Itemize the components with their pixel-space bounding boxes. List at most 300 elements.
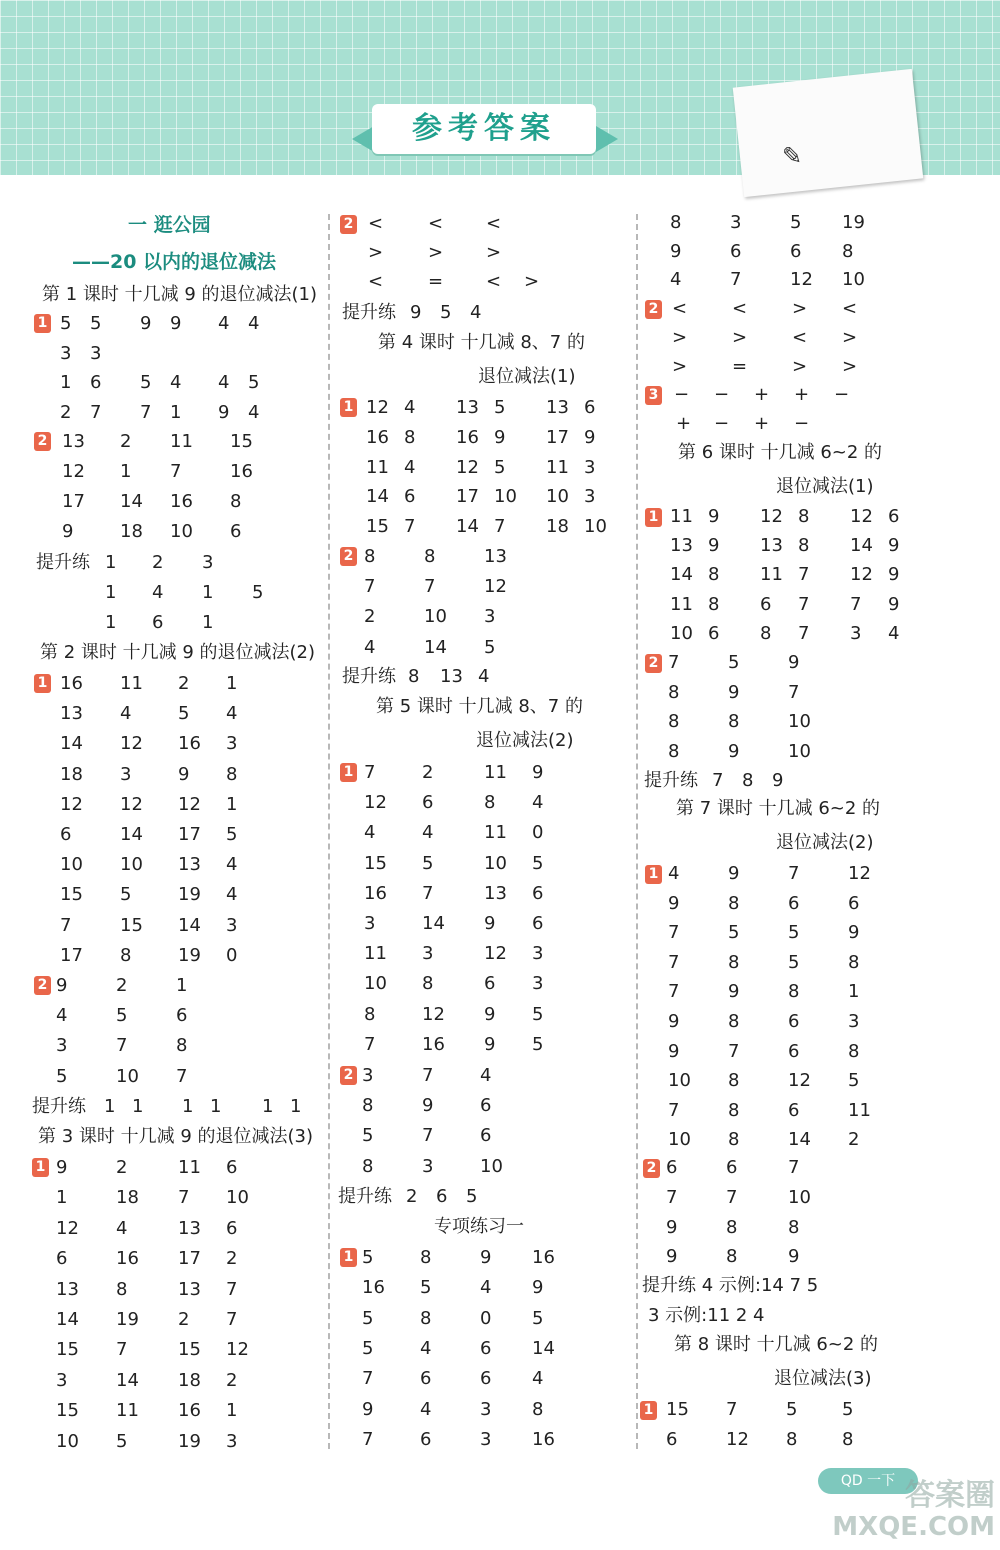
answer-value: 8 [362,1155,374,1177]
question-number-badge: 1 [32,1158,49,1177]
answer-value: 16 [366,426,389,448]
answer-value: 3 [422,1155,434,1177]
question-number-badge: 3 [645,386,662,405]
answer-value: 8 [422,973,434,995]
answer-value: 10 [60,854,83,876]
answer-value: 5 [178,703,190,725]
answer-value: 7 [798,564,810,586]
answer-value: 8 [728,1099,740,1121]
answer-value: 14 [422,913,445,934]
answer-value: 17 [456,486,479,508]
answer-value: 1 [56,1187,68,1209]
answer-value: 3 [60,343,72,364]
answer-value: 8 [848,951,860,973]
answer-value: 2 [364,606,376,628]
answer-value: 9 [480,1247,492,1268]
practice-label: 提升练 [342,666,396,687]
answer-value: 11 [484,762,507,783]
lesson-title: 第 5 课时 十几减 8、7 的 [376,696,583,717]
lesson-title: 第 8 课时 十几减 6~2 的 [674,1334,879,1355]
practice-answer-line: 提升练 4 示例:14 7 5 [642,1275,819,1296]
answer-value: 7 [90,402,102,423]
answer-value: 1 [60,372,72,393]
answer-value: 17 [178,1248,201,1270]
answer-value: 6 [230,521,242,542]
answer-value: 6 [760,593,772,615]
comparison-symbol: > [842,356,858,377]
answer-value: 6 [404,486,416,508]
question-number-badge: 1 [340,1248,357,1267]
answer-value: 9 [410,302,422,323]
answer-value: 8 [668,711,680,733]
answer-value: 12 [364,792,387,814]
question-number-badge: 1 [34,674,51,693]
answer-value: 7 [668,981,680,1003]
answer-value: 4 [170,372,182,393]
answer-value: 1 [226,673,238,694]
answer-value: 14 [670,564,693,586]
comparison-symbol: > [524,271,540,292]
answer-value: 6 [788,1099,800,1121]
comparison-symbol: = [732,356,748,377]
answer-value: 5 [116,1005,128,1027]
answer-value: 6 [422,792,434,814]
lesson-title-cont: 退位减法(2) [476,730,574,751]
answer-value: 3 [56,1369,68,1391]
answer-value: 11 [546,456,569,478]
answer-value: 0 [532,822,544,844]
answer-value: 3 [226,733,238,755]
answer-value: 4 [470,302,482,323]
answer-value: 2 [422,762,434,783]
answer-value: 12 [760,506,783,527]
answer-value: 6 [708,622,720,644]
answer-value: 4 [248,402,260,423]
sign-symbol: − [834,384,850,405]
answer-value: 8 [788,1216,800,1238]
answer-value: 8 [226,763,238,785]
answer-value: 8 [726,1246,738,1268]
comparison-symbol: > [486,242,502,263]
answer-value: 5 [532,1307,544,1329]
answer-value: 12 [850,506,873,527]
answer-value: 1 [176,975,188,996]
answer-value: 5 [788,922,800,944]
answer-value: 5 [790,212,802,233]
answer-value: 1 [120,461,132,482]
answer-value: 8 [116,1278,128,1300]
answer-value: 7 [422,1125,434,1147]
answer-value: 7 [668,652,680,673]
answer-value: 5 [788,951,800,973]
answer-value: 14 [850,535,873,557]
answer-value: 11 [670,506,693,527]
answer-value: 5 [422,852,434,874]
answer-value: 12 [456,456,479,478]
answer-value: 15 [56,1339,79,1361]
answer-value: 10 [484,852,507,874]
answer-value: 7 [176,1065,188,1087]
unit-subtitle: ——20 以内的退位减法 [72,251,277,273]
sign-symbol: − [714,413,730,434]
answer-value: 5 [60,313,72,334]
answer-value: 13 [178,1217,201,1239]
answer-value: 3 [480,1398,492,1420]
answer-value: 4 [364,636,376,658]
page-title-box [372,104,596,154]
answer-value: 12 [422,1003,445,1025]
answer-value: 12 [56,1217,79,1239]
answer-value: 6 [480,1125,492,1147]
question-number-badge: 2 [643,1159,660,1178]
answer-value: 3 [584,486,596,508]
answer-value: 3 [120,763,132,785]
lesson-title: 第 7 课时 十几减 6~2 的 [676,798,881,819]
answer-value: 16 [170,491,193,512]
answer-value: 12 [226,1339,249,1361]
answer-value: 12 [60,793,83,815]
answer-value: 9 [140,313,152,334]
answer-value: 3 [202,552,214,573]
answer-value: 5 [532,1033,544,1055]
answer-value: 4 [56,1005,68,1027]
comparison-symbol: > [792,356,808,377]
answer-value: 10 [494,486,517,508]
answer-value: 4 [120,703,132,725]
answer-value: 9 [56,1157,68,1178]
answer-value: 14 [120,824,143,845]
answer-value: 7 [798,593,810,615]
answer-value: 1 [104,1096,116,1117]
answer-value: 8 [848,1040,860,1062]
comparison-symbol: < [792,327,808,348]
answer-value: 8 [668,740,680,762]
answer-value: 9 [584,426,596,448]
comparison-symbol: = [428,271,444,292]
answer-value: 16 [230,461,253,482]
answer-value: 3 [730,212,742,233]
lesson-title: 第 1 课时 十几减 9 的退位减法(1) [42,284,318,305]
answer-value: 4 [226,703,238,725]
answer-value: 7 [728,1040,740,1062]
answer-value: 5 [362,1307,374,1329]
answer-value: 14 [60,733,83,755]
answer-value: 7 [798,622,810,644]
answer-value: 3 [480,1428,492,1450]
answer-value: 10 [424,606,447,628]
answer-value: 9 [728,863,740,884]
answer-value: 9 [218,402,230,423]
answer-value: 1 [105,612,117,633]
answer-value: 13 [60,703,83,725]
comparison-symbol: < [672,298,688,319]
question-number-badge: 2 [34,976,51,995]
answer-value: 16 [532,1247,555,1268]
answer-value: 4 [116,1217,128,1239]
answer-value: 8 [532,1398,544,1420]
answer-value: 13 [456,397,479,418]
answer-value: 9 [484,1033,496,1055]
answer-value: 7 [424,576,436,598]
answer-value: 17 [546,426,569,448]
answer-value: 2 [226,1369,238,1391]
comparison-symbol: < [732,298,748,319]
answer-value: 1 [262,1096,274,1117]
answer-value: 1 [210,1096,222,1117]
answer-value: 7 [226,1278,238,1300]
question-number-badge: 2 [645,300,662,319]
answer-value: 3 [850,622,862,644]
answer-value: 14 [178,914,201,936]
answer-value: 5 [226,824,238,845]
answer-value: 10 [788,740,811,762]
comparison-symbol: > [428,242,444,263]
question-number-badge: 1 [645,508,662,527]
unit-title: 一 逛公园 [128,214,211,236]
answer-value: 9 [666,1246,678,1268]
answer-value: 5 [140,372,152,393]
answer-value: 1 [182,1096,194,1117]
answer-value: 4 [218,372,230,393]
answer-value: 10 [584,516,607,538]
answer-value: 18 [60,763,83,785]
lesson-title: 第 6 课时 十几减 6~2 的 [678,442,883,463]
answer-value: 7 [170,461,182,482]
answer-value: 10 [226,1187,249,1209]
answer-value: 12 [788,1070,811,1092]
answer-value: 9 [772,770,784,791]
answer-value: 7 [362,1428,374,1450]
answer-value: 8 [760,622,772,644]
answer-value: 7 [364,1033,376,1055]
answer-value: 1 [202,582,214,603]
answer-value: 14 [456,516,479,538]
answer-value: 9 [728,981,740,1003]
lesson-title: 第 3 课时 十几减 9 的退位减法(3) [38,1126,314,1147]
answer-value: 0 [226,944,238,966]
answer-value: 7 [116,1035,128,1057]
comparison-symbol: > [732,327,748,348]
answer-value: 4 [422,822,434,844]
answer-value: 8 [404,426,416,448]
answer-value: 15 [60,884,83,906]
answer-value: 14 [788,1129,811,1151]
answer-value: 16 [116,1248,139,1270]
answer-value: 10 [120,854,143,876]
note-card-decoration [733,69,924,197]
answer-value: 18 [546,516,569,538]
answer-value: 8 [726,1216,738,1238]
answer-value: 8 [364,546,376,567]
answer-value: 16 [364,882,387,904]
answer-value: 8 [424,546,436,567]
answer-value: 5 [532,852,544,874]
bird-icon: ✎ [782,142,803,170]
answer-value: 4 [670,269,682,291]
comparison-symbol: > [672,327,688,348]
answer-value: 5 [728,652,740,673]
answer-value: 5 [362,1247,374,1268]
answer-value: 4 [364,822,376,844]
answer-value: 12 [850,564,873,586]
answer-value: 6 [532,882,544,904]
answer-value: 6 [226,1217,238,1239]
answer-value: 2 [178,1309,190,1330]
answer-value: 6 [436,1186,448,1207]
answer-value: 11 [120,673,143,694]
answer-value: 15 [56,1400,79,1422]
answer-value: 5 [90,313,102,334]
answer-value: 6 [726,1157,738,1178]
answer-value: 2 [116,975,128,996]
answer-value: 2 [60,402,72,423]
answer-value: 4 [480,1277,492,1299]
lesson-title-cont: 退位减法(3) [774,1368,872,1389]
answer-value: 8 [788,981,800,1003]
answer-value: 9 [848,922,860,944]
answer-value: 12 [790,269,813,291]
answer-value: 8 [728,711,740,733]
answer-value: 4 [478,666,490,687]
answer-value: 8 [670,212,682,233]
answer-value: 7 [668,951,680,973]
answer-value: 9 [532,762,544,783]
answer-value: 4 [888,622,900,644]
answer-value: 7 [60,914,72,936]
answer-value: 2 [116,1157,128,1178]
answer-value: 3 [364,913,376,934]
answer-value: 10 [788,711,811,733]
answer-value: 7 [404,516,416,538]
answer-value: 3 [584,456,596,478]
question-number-badge: 1 [645,865,662,884]
answer-value: 6 [788,1011,800,1032]
answer-value: 9 [728,740,740,762]
comparison-symbol: > [368,242,384,263]
answer-value: 7 [178,1187,190,1209]
answer-value: 10 [56,1430,79,1452]
answer-value: 6 [152,612,164,633]
answer-value: 15 [364,852,387,874]
answer-value: 11 [178,1157,201,1178]
answer-value: 3 [848,1011,860,1032]
lesson-title: 第 4 课时 十几减 8、7 的 [378,332,585,353]
answer-value: 7 [494,516,506,538]
answer-value: 5 [362,1337,374,1359]
answer-value: 9 [670,240,682,262]
answer-value: 9 [708,506,720,527]
answer-value: 8 [362,1095,374,1117]
answer-value: 5 [848,1070,860,1092]
column-divider-1 [328,214,330,1449]
answer-value: 8 [728,1011,740,1032]
answer-value: 12 [120,733,143,755]
answer-value: 11 [170,431,193,452]
answer-value: 4 [248,313,260,334]
answer-value: 7 [362,1368,374,1390]
answer-value: 9 [888,564,900,586]
answer-value: 10 [670,622,693,644]
answer-value: 7 [226,1309,238,1330]
answer-value: 15 [120,914,143,936]
answer-value: 9 [484,1003,496,1025]
answer-value: 9 [788,652,800,673]
answer-value: 7 [788,1157,800,1178]
answer-value: 5 [56,1065,68,1087]
answer-value: 17 [62,491,85,512]
answer-value: 4 [218,313,230,334]
answer-value: 3 [362,1065,374,1086]
answer-value: 1 [170,402,182,423]
answer-value: 2 [848,1129,860,1151]
answer-value: 12 [178,793,201,815]
answer-value: 7 [364,762,376,783]
answer-value: 8 [408,666,420,687]
answer-value: 14 [56,1309,79,1330]
answer-value: 3 [532,943,544,965]
answer-value: 5 [362,1125,374,1147]
answer-value: 6 [420,1428,432,1450]
answer-value: 11 [760,564,783,586]
answer-value: 8 [728,951,740,973]
answer-value: 6 [56,1248,68,1270]
answer-value: 13 [546,397,569,418]
answer-value: 18 [178,1369,201,1391]
answer-value: 8 [842,1429,854,1450]
answer-value: 5 [420,1277,432,1299]
answer-value: 10 [480,1155,503,1177]
answer-value: 2 [120,431,132,452]
answer-value: 5 [728,922,740,944]
sign-symbol: + [794,384,810,405]
answer-value: 2 [178,673,190,694]
answer-value: 8 [728,1070,740,1092]
answer-value: 16 [178,1400,201,1422]
comparison-symbol: < [486,213,502,234]
answer-value: 9 [56,975,68,996]
answer-value: 9 [668,892,680,914]
answer-value: 2 [226,1248,238,1270]
answer-value: 8 [708,564,720,586]
answer-value: 4 [532,792,544,814]
answer-value: 10 [668,1070,691,1092]
comparison-symbol: > [672,356,688,377]
sign-symbol: − [794,413,810,434]
answer-value: 5 [252,582,264,603]
answer-value: 6 [420,1368,432,1390]
question-number-badge: 1 [640,1401,657,1420]
comparison-symbol: > [842,327,858,348]
answer-value: 9 [888,535,900,557]
answer-value: 7 [140,402,152,423]
answer-value: 10 [842,269,865,291]
answer-value: 10 [546,486,569,508]
answer-value: 7 [422,882,434,904]
sign-symbol: − [714,384,730,405]
answer-value: 13 [178,854,201,876]
answer-value: 8 [728,892,740,914]
answer-value: 11 [484,822,507,844]
answer-value: 0 [480,1307,492,1329]
answer-value: 9 [788,1246,800,1268]
answer-value: 7 [712,770,724,791]
answer-value: 1 [848,981,860,1003]
answer-value: 6 [848,892,860,914]
answer-value: 4 [420,1337,432,1359]
answer-value: 1 [132,1096,144,1117]
answer-value: 16 [60,673,83,694]
practice-label: 提升练 [338,1186,392,1207]
